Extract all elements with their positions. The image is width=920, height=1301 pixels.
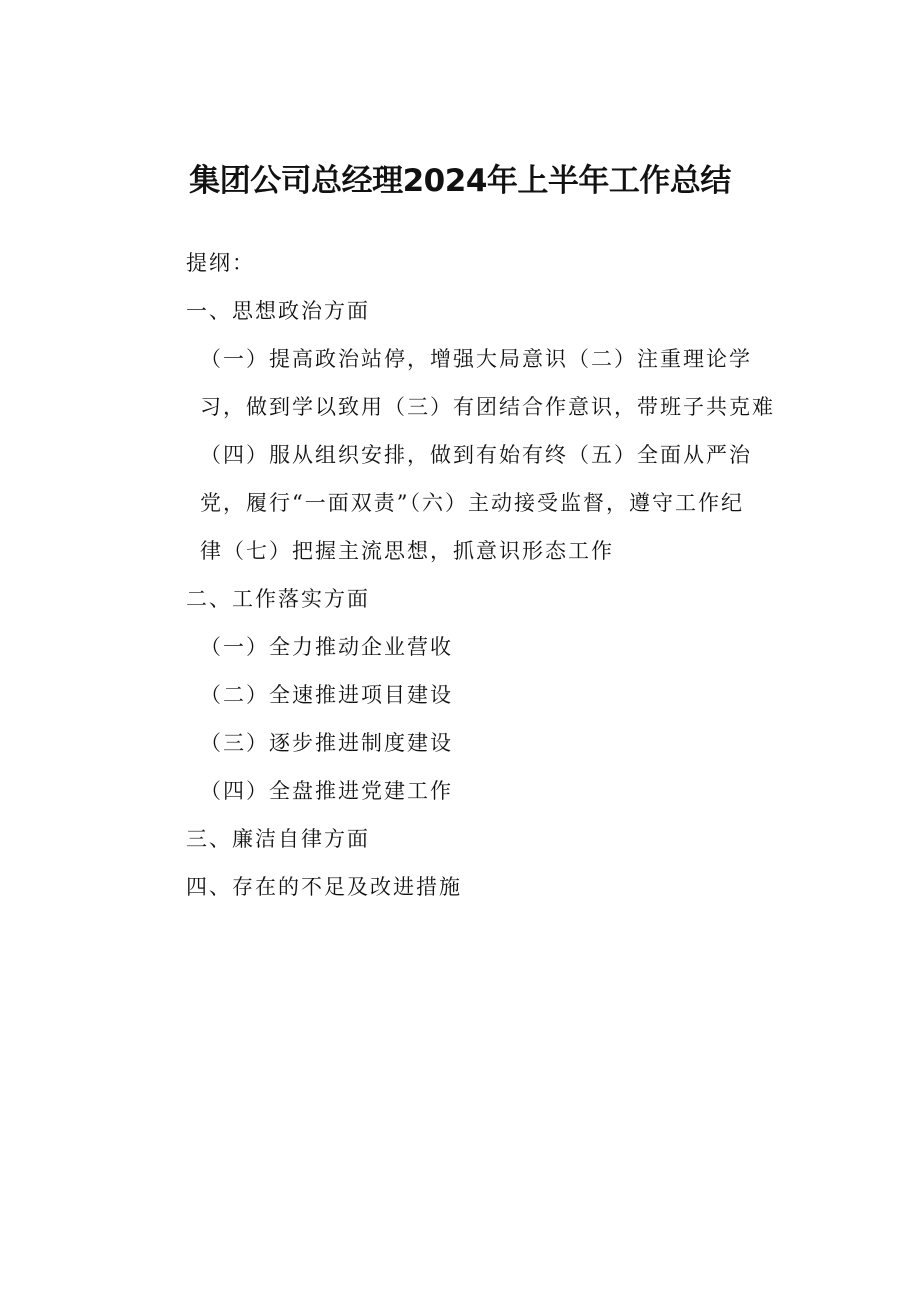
section-heading-political: 一、思想政治方面	[186, 299, 370, 323]
section-paragraph-line: 习，做到学以致用（三）有团结合作意识，带班子共克难	[200, 395, 775, 419]
list-item: （二）全速推进项目建设	[200, 683, 453, 707]
section-paragraph-line: 党，履行“一面双责”（六）主动接受监督，遵守工作纪	[200, 491, 744, 515]
section-heading-integrity: 三、廉洁自律方面	[186, 827, 370, 851]
section-heading-shortcomings: 四、存在的不足及改进措施	[186, 875, 462, 899]
section-paragraph-line: （四）服从组织安排，做到有始有终（五）全面从严治	[200, 443, 752, 467]
document-title: 集团公司总经理2024年上半年工作总结	[189, 163, 731, 199]
section-paragraph-line: （一）提高政治站停，增强大局意识（二）注重理论学	[200, 347, 752, 371]
list-item: （一）全力推动企业营收	[200, 635, 453, 659]
section-heading-implementation: 二、工作落实方面	[186, 587, 370, 611]
list-item: （四）全盘推进党建工作	[200, 779, 453, 803]
outline-label: 提纲：	[186, 251, 255, 275]
section-paragraph-line: 律（七）把握主流思想，抓意识形态工作	[200, 539, 614, 563]
list-item: （三）逐步推进制度建设	[200, 731, 453, 755]
